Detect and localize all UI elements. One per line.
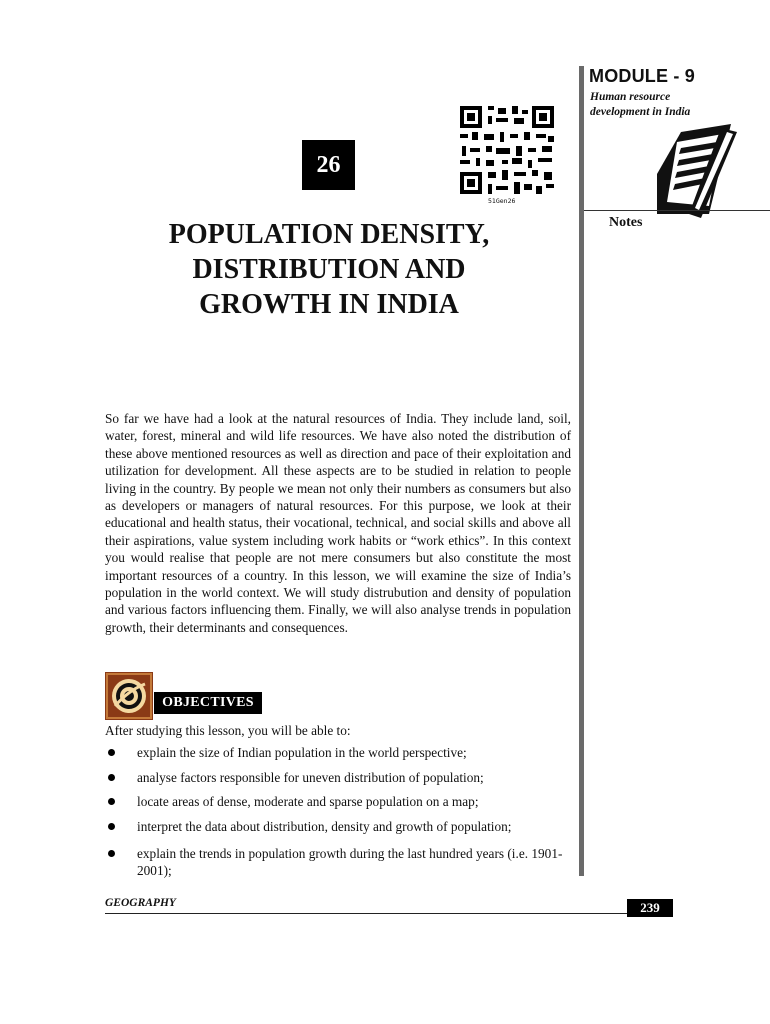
qr-caption: 51Gen26 [488, 197, 516, 205]
list-item: interpret the data about distribution, density and growth of population; [105, 818, 575, 835]
list-item: analyse factors responsible for uneven distribution of population; [105, 769, 575, 786]
lesson-title-line: POPULATION DENSITY, [168, 219, 490, 250]
margin-divider [579, 66, 584, 876]
lesson-number: 26 [302, 140, 355, 190]
lesson-title-line: DISTRIBUTION AND [192, 254, 466, 285]
lesson-title [104, 217, 554, 322]
objectives-intro: After studying this lesson, you will be able to: [105, 723, 351, 738]
objectives-heading: OBJECTIVES [154, 692, 262, 714]
notepad-icon [651, 122, 770, 232]
module-subtitle: Human resource development in India [590, 91, 691, 118]
lesson-title-line: GROWTH IN INDIA [199, 289, 459, 320]
intro-paragraph: So far we have had a look at the natural resources of India. They include land, soil, water, forest, mineral and wild life resources. We have also noted the distribution of these above mentioned resources as well as direction and pace of their exploitation and utilization for development. All these aspects are to be studied in relation to people living in the country. By people we mean not only their numbers as consumers but also as developers or managers of natural resources. For this purpose, we look at their educational and health status, their vocational, technical, and social skills and above all their aspirations, value system including work habits or “work ethics”. In this context you would realise that people are not mere consumers but also constitute the most important resources of a country. In this lesson, we will examine the size of India’s population in the world context. We will study distrubution and density of population and various factors influencing them. Finally, we will also analyse trends in population growth, their determinants and consequences. [105, 411, 571, 635]
target-icon [105, 672, 153, 720]
list-item: locate areas of dense, moderate and sparse population on a map; [105, 793, 575, 810]
notes-label: Notes [609, 215, 643, 230]
footer-rule [105, 913, 673, 914]
notes-rule [584, 210, 770, 211]
page-number: 239 [627, 899, 673, 917]
footer-subject: GEOGRAPHY [105, 897, 176, 909]
list-item: explain the size of Indian population in the world perspective; [105, 744, 575, 761]
list-item: explain the trends in population growth during the last hundred years (i.e. 1901-2001); [105, 845, 575, 879]
qr-code-icon[interactable] [458, 104, 556, 196]
objectives-list [105, 744, 575, 886]
module-title: MODULE - 9 [589, 66, 696, 86]
